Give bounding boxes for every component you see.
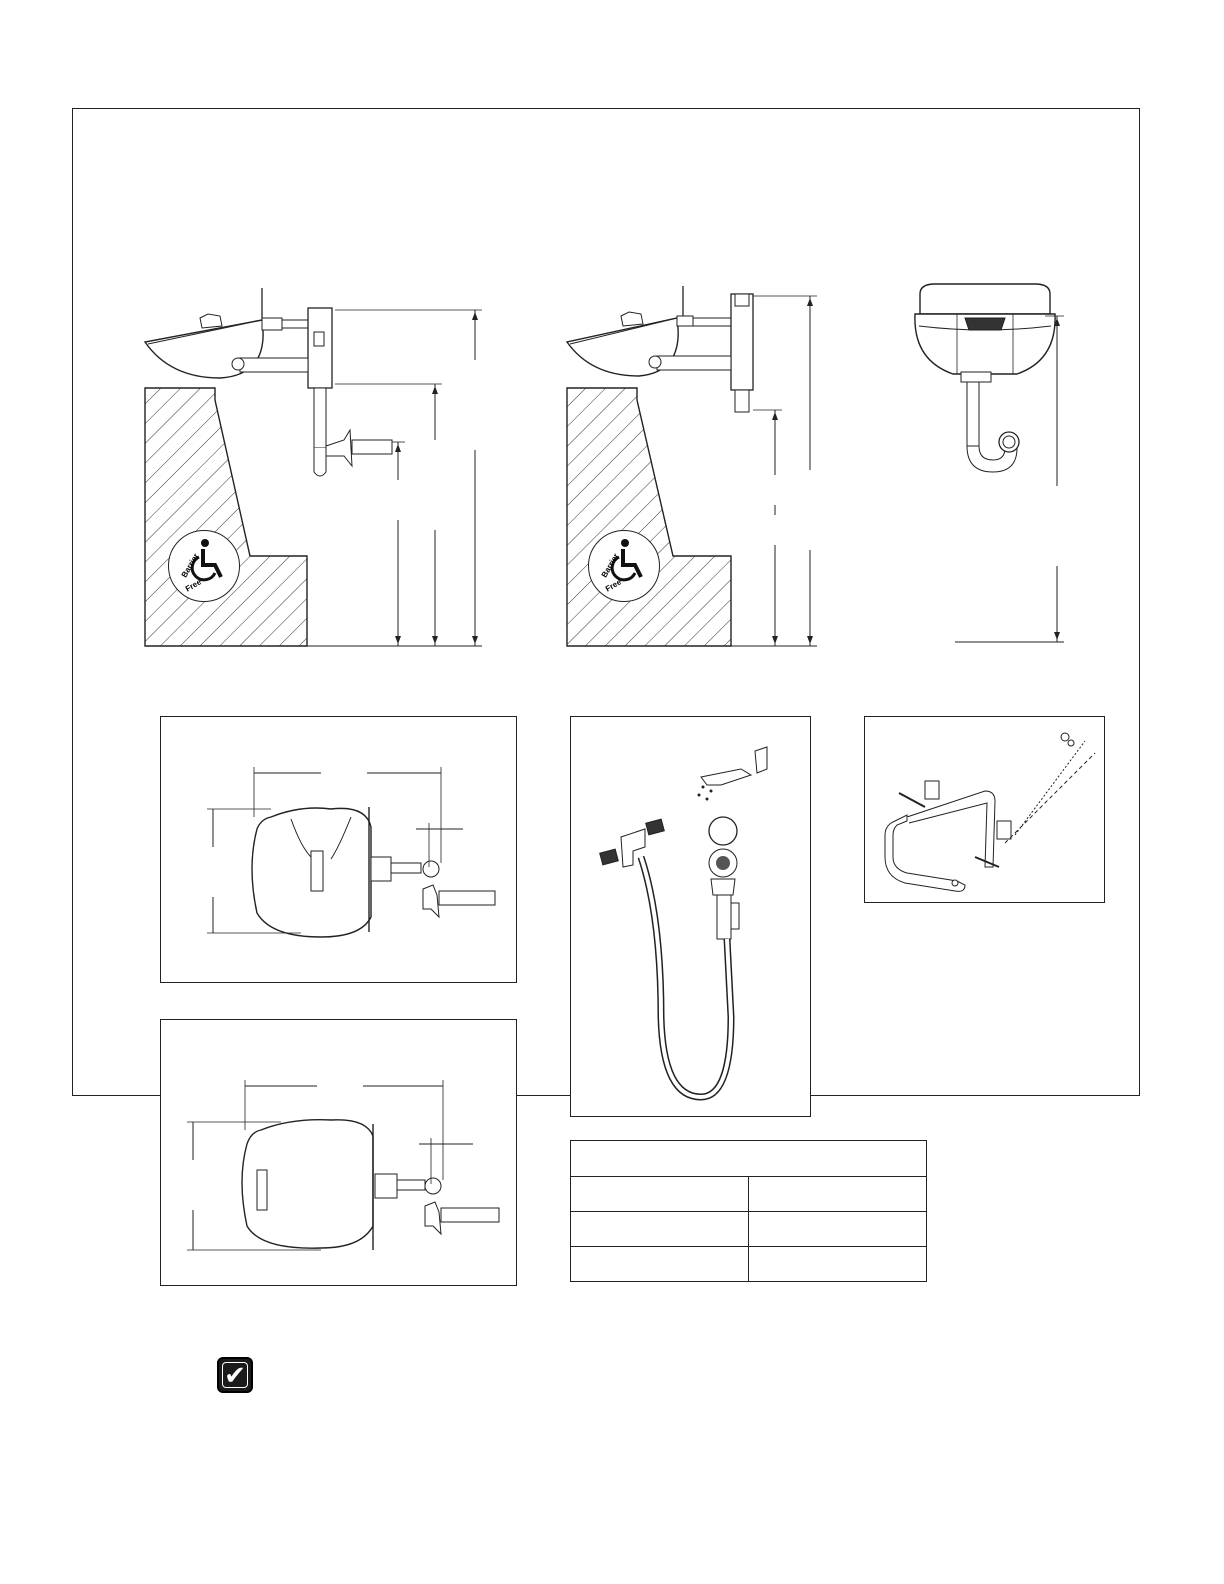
drench-hose-kit-box bbox=[570, 716, 811, 1117]
side-view-2-drawing bbox=[555, 280, 845, 660]
top-view-1-drawing bbox=[161, 717, 518, 984]
barrier-free-badge bbox=[168, 530, 240, 602]
table-title bbox=[571, 1141, 927, 1177]
top-view-1-box bbox=[160, 716, 517, 983]
badge-text-line2: Free bbox=[183, 577, 204, 594]
table-row bbox=[571, 1177, 927, 1212]
table-cell bbox=[571, 1177, 749, 1212]
table-cell bbox=[749, 1212, 927, 1247]
barrier-free-badge bbox=[588, 530, 660, 602]
floor-support-kit-drawing bbox=[865, 717, 1106, 904]
drench-hose-kit-drawing bbox=[571, 717, 812, 1118]
top-view-2-box bbox=[160, 1019, 517, 1286]
table-cell bbox=[571, 1247, 749, 1282]
table-title-row bbox=[571, 1141, 927, 1177]
badge-text-line2: Free bbox=[603, 577, 624, 594]
wheelchair-accessibility-icon bbox=[589, 531, 659, 601]
front-view-drawing bbox=[905, 280, 1075, 655]
table-row bbox=[571, 1212, 927, 1247]
badge-text-line1: Barrier bbox=[599, 551, 621, 580]
side-view-1-drawing bbox=[130, 280, 500, 660]
checkmark-icon: ✔ bbox=[224, 1361, 246, 1391]
top-view-2-drawing bbox=[161, 1020, 518, 1287]
badge-text-line1: Barrier bbox=[179, 551, 201, 580]
table-cell bbox=[571, 1212, 749, 1247]
floor-support-kit-box bbox=[864, 716, 1105, 903]
table-cell bbox=[749, 1177, 927, 1212]
spec-table bbox=[570, 1140, 927, 1282]
table-row bbox=[571, 1247, 927, 1282]
table-cell bbox=[749, 1247, 927, 1282]
approval-checkbox[interactable] bbox=[217, 1357, 253, 1393]
wheelchair-accessibility-icon bbox=[169, 531, 239, 601]
